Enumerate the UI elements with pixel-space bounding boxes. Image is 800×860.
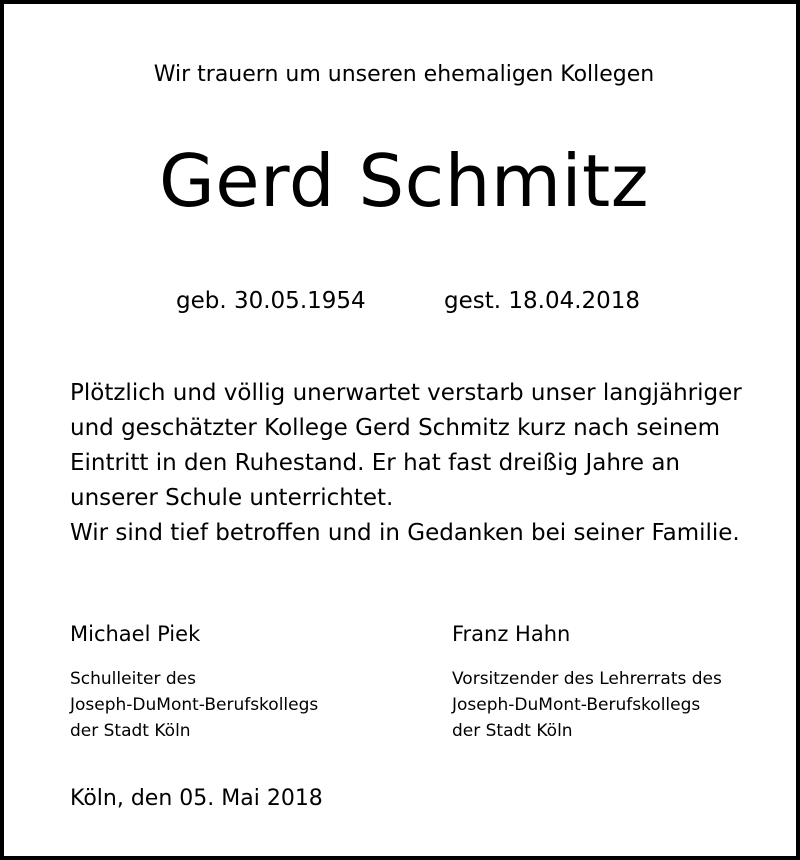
signatory-role-council-chair [452, 666, 722, 744]
signatory-role-principal [70, 666, 318, 744]
death-date: gest. 18.04.2018 [444, 288, 641, 314]
role-line: Joseph-DuMont-Berufskollegs [452, 695, 701, 715]
message-line: Eintritt in den Ruhestand. Er hat fast dreißig Jahre an [70, 450, 680, 476]
signatory-name-council-chair: Franz Hahn [452, 622, 571, 646]
role-line: Schulleiter des [70, 669, 196, 689]
condolence-message [70, 376, 770, 551]
message-line: unserer Schule unterrichtet. [70, 485, 394, 511]
message-line: Wir sind tief betroffen und in Gedanken bei seiner Familie. [70, 520, 740, 546]
signatory-name-principal: Michael Piek [70, 622, 201, 646]
message-line: Plötzlich und völlig unerwartet verstarb unser langjähriger [70, 380, 742, 406]
place-and-date: Köln, den 05. Mai 2018 [70, 786, 323, 811]
message-line: und geschätzter Kollege Gerd Schmitz kurz nach seinem [70, 415, 720, 441]
role-line: der Stadt Köln [452, 721, 573, 741]
intro-line: Wir trauern um unseren ehemaligen Kollegen [153, 62, 655, 87]
birth-date: geb. 30.05.1954 [176, 288, 366, 314]
role-line: der Stadt Köln [70, 721, 191, 741]
role-line: Joseph-DuMont-Berufskollegs [70, 695, 319, 715]
role-line: Vorsitzender des Lehrerrats des [452, 669, 722, 689]
deceased-name: Gerd Schmitz [158, 139, 650, 223]
